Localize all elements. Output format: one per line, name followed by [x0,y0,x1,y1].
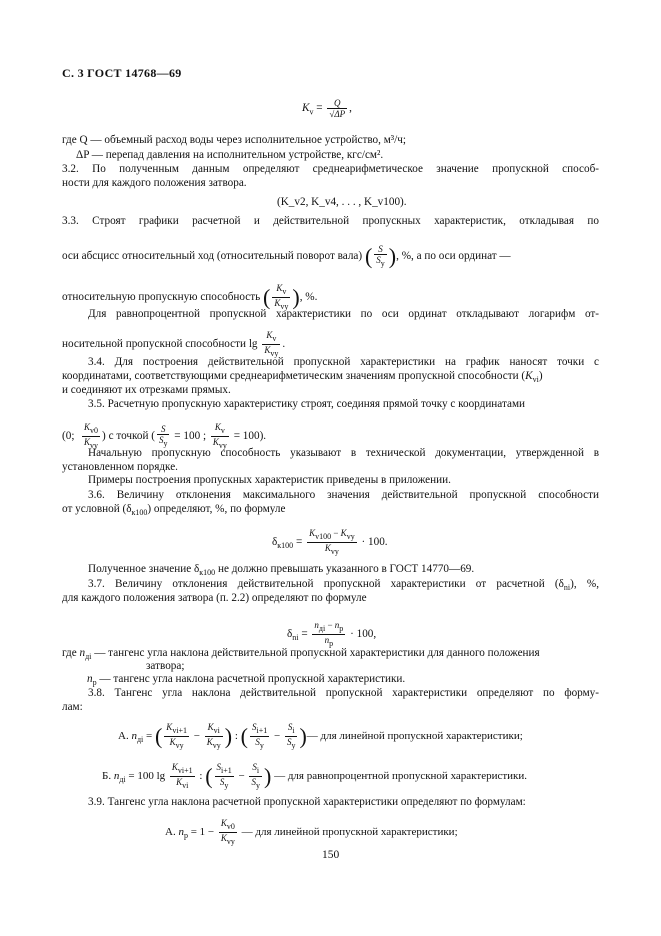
para-3-4b: координатами, соответствующими среднеарифметическим значениям пропускной способности $(K_{vi})$ [62,370,543,385]
para-3-6b: от условной $(\delta_{к100})$ определяют, %, по формуле [62,503,286,518]
para-3-7a: 3.7. Величину отклонения действительной пропускной характеристики от расчетной $(\delta_{ni})$, %, [88,578,600,593]
para-3-5a: 3.5. Расчетную пропускную характеристику строят, соединяя прямой точку с координатами [88,398,526,410]
para-3-9: 3.9. Тангенс угла наклона расчетной пропускной характеристики определяют по формулам: [88,796,526,808]
where-q: где Q — объемный расход воды через исполнительное устройство, м³/ч; [62,134,407,146]
formula-3-9-label: — для линейной пропускной характеристики; [241,825,458,838]
para-3-6a: 3.6. Величину отклонения максимального значения действительной пропускной способности [88,489,599,501]
para-3-3a: 3.3. Строят графики расчетной и действительной пропускных характеристик, откладывая по [62,215,599,227]
para-3-8b: лам: [62,701,83,713]
para-3-3e-text: носительной пропускной способности lg [62,337,258,350]
para-3-3c-text: относительную пропускную способность [62,290,261,303]
para-3-3d: Для равнопроцентной пропускной характеристики по оси ординат откладывают логарифм от- [88,308,599,320]
formula-3-8b-label: — для равнопроцентной пропускной характеристики. [274,769,528,782]
para-3-5d: установленном порядке. [62,461,178,473]
para-3-2b: ности для каждого положения затвора. [62,177,247,189]
page-header: С. 3 ГОСТ 14768—69 [62,66,182,80]
where-n-p: $n_p$ — тангенс угла наклона расчетной пропускной характеристики. [87,673,406,688]
para-3-3e: носительной пропускной способности lg $\frac{Kv}{\text{Kvy}}$ . [62,330,286,358]
para-3-4a: 3.4. Для построения действительной пропускной характеристики на график наносят точки с [88,356,599,368]
para-3-3c: относительную пропускную способность ( $\frac{Kv}{\text{Kvy}}$ ), %. [62,283,318,311]
formula-3-6: $\delta_{к100}$ = $\frac{\text{Kv100 − Kvy}}{\text{Kvy}}$ · 100. [272,528,388,556]
para-3-3b: оси абсцисс относительный ход (относительный поворот вала) ( $\frac{S}{Sy}$ ), %, а по оси ординат — [62,243,511,269]
where-n-d2: затвора; [146,660,185,672]
para-3-3b-tail: , %, а по оси ординат — [396,249,511,262]
where-dp: ΔP — перепад давления на исполнительном устройстве, кгс/см². [76,149,384,161]
para-3-5b: (0; $\frac{Kv0}{\text{Kvy}}$ ) с точкой ( $\frac{S}{Sy}$ = 100 ; $\frac{Kv}{\text{Kvy}}$ = 100). [62,422,267,450]
para-3-3b-text: оси абсцисс относительный ход (относительный поворот вала) [62,249,363,262]
para-3-8a: 3.8. Тангенс угла наклона действительной пропускной характеристики определяют по форму- [88,687,599,699]
where-n-d: где $n_{дi}$ — тангенс угла наклона действительной пропускной характеристики для данного положения [62,647,540,662]
formula-kv: $K_v$ = $\frac{Q}{√\Delta P}$ , [302,98,352,119]
formula-3-7: $\delta_{ni}$ = $\frac{\text{nдi − np}}{np}$ · 100, [287,620,377,648]
para-3-2: 3.2. По полученным данным определяют среднеарифметическое значение пропускной способ- [62,163,599,175]
formula-3-8a: А. $n_{дi}$ = ( $\frac{\text{Kvi+1}}{\text{Kvy}}$ − $\frac{\text{Kvi}}{\text{Kvy}}$ ) : ( $\frac{Si+1}{Sy}$ − $\frac{Si}{Sy}$ )— для линейной пропускной характеристики; [118,722,523,750]
formula-3-9: А. $n_p = 1$ − $\frac{Kv0}{\text{Kvy}}$ — для линейной пропускной характеристики; [165,818,458,846]
formula-3-8b: Б. $n_{дi} = 100$ lg $\frac{\text{Kvi+1}}{\text{Kvi}}$ : ( $\frac{Si+1}{Sy}$ − $\frac{Si}{Sy}$ ) — для равнопроцентной пропускной характеристики. [102,762,528,790]
para-3-7b: для каждого положения затвора (п. 2.2) определяют по формуле [62,592,367,604]
para-3-3c-tail: , %. [299,290,318,303]
para-3-4c: и соединяют их отрезками прямых. [62,384,231,396]
formula-3-8a-label: — для линейной пропускной характеристики; [306,729,523,742]
para-3-6c: Полученное значение $\delta_{к100}$ не должно превышать указанного в ГОСТ 14770—69. [88,563,475,578]
formula-seq: (K_v2, K_v4, . . . , K_v100). [277,196,407,208]
page-number: 150 [322,849,340,861]
para-3-5e: Примеры построения пропускных характеристик приведены в приложении. [88,474,451,486]
para-3-5c: Начальную пропускную способность указывают в технической документации, утвержденной в [88,447,599,459]
